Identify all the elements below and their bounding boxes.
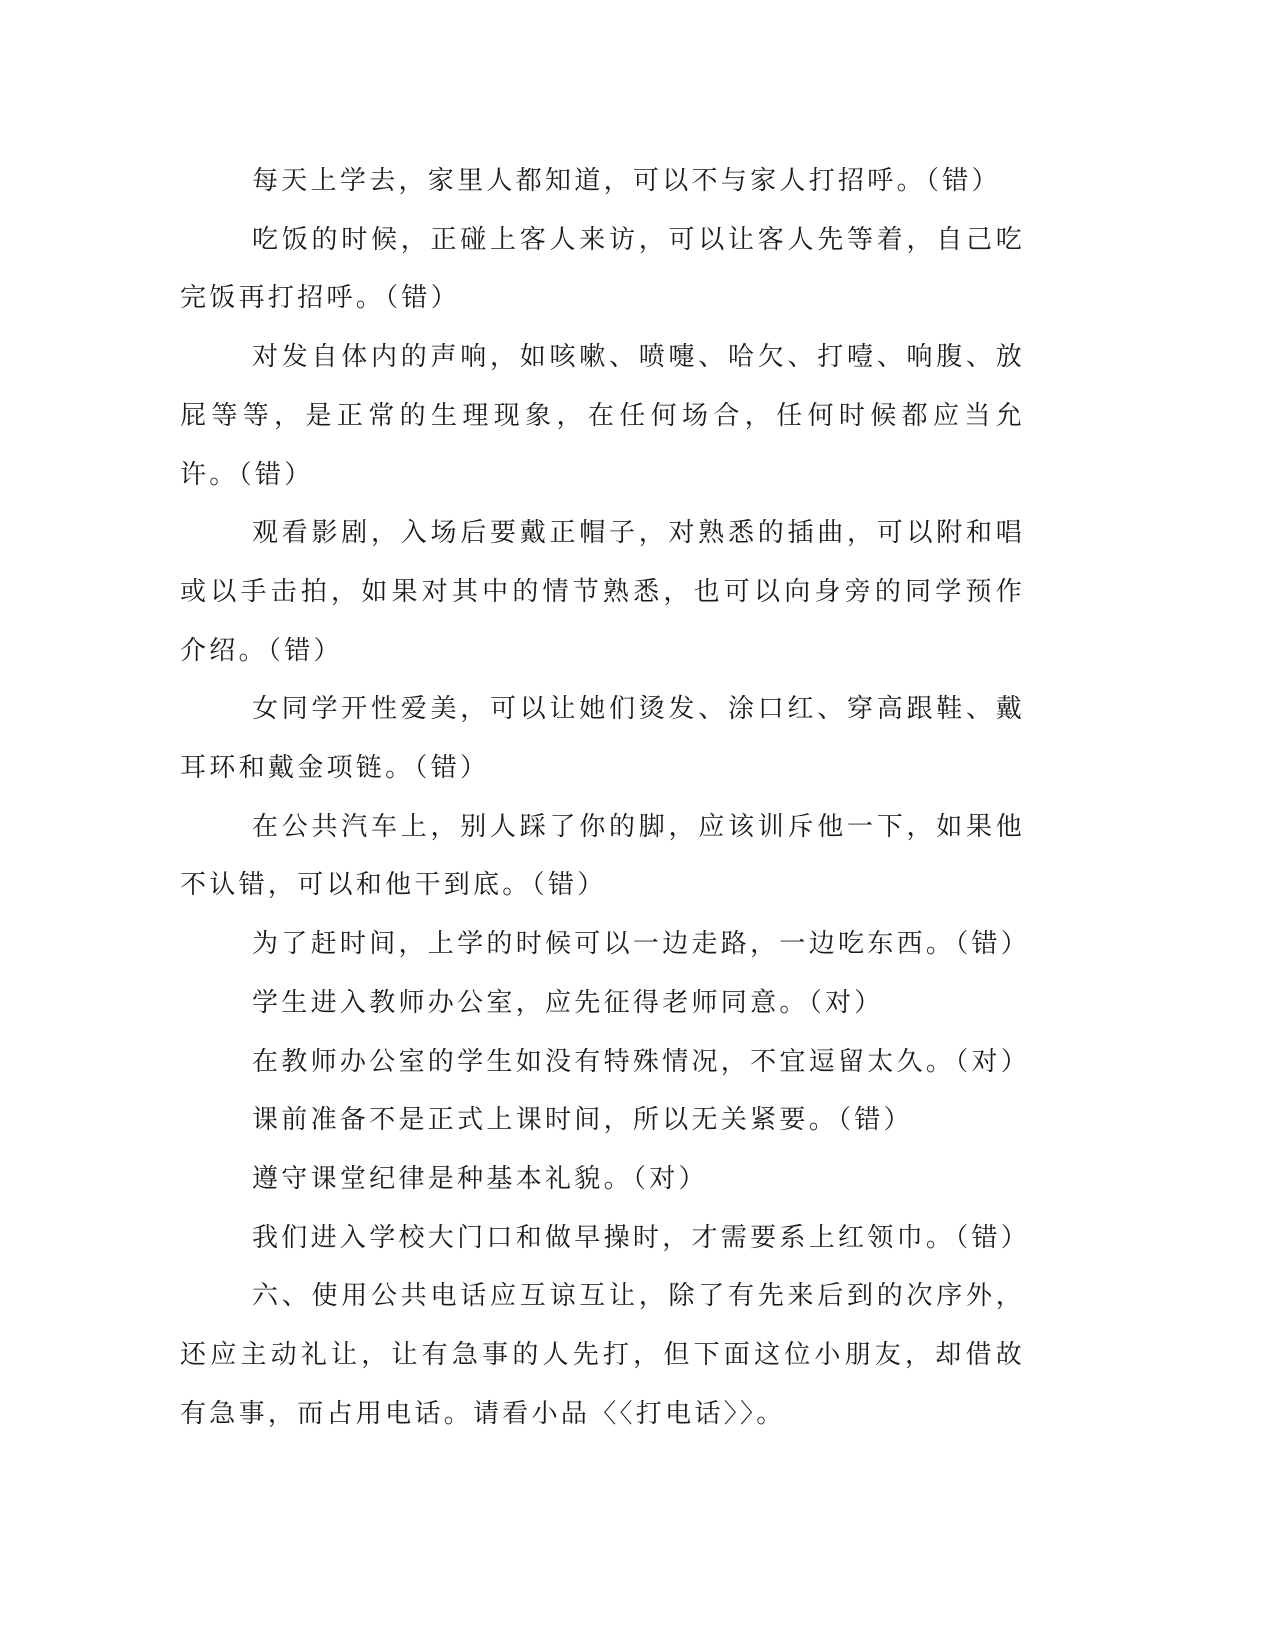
paragraph: 在教师办公室的学生如没有特殊情况，不宜逗留太久。（对） [252,1046,1031,1077]
paragraph: 遵守课堂纪律是种基本礼貌。（对） [252,1163,708,1194]
paragraph: 六、使用公共电话应互谅互让，除了有先来后到的次序外，还应主动礼让，让有急事的人先打，但下面这位小朋友，却借故有急事，而占用电话。请看小品〈〈打电话〉〉。 [180,1281,1025,1429]
paragraph: 为了赶时间，上学的时候可以一边走路，一边吃东西。（错） [252,929,1031,960]
paragraph: 我们进入学校大门口和做早操时，才需要系上红领巾。（错） [252,1222,1031,1253]
paragraph: 吃饭的时候，正碰上客人来访，可以让客人先等着，自己吃完饭再打招呼。（错） [180,224,1025,314]
document-body [180,152,1031,1443]
paragraph: 对发自体内的声响，如咳嗽、喷嚏、哈欠、打噎、响腹、放屁等等，是正常的生理现象，在任何场合，任何时候都应当允许。（错） [180,342,1025,490]
paragraph: 观看影剧，入场后要戴正帽子，对熟悉的插曲，可以附和唱或以手击拍，如果对其中的情节熟悉，也可以向身旁的同学预作介绍。（错） [180,518,1025,666]
paragraph: 课前准备不是正式上课时间，所以无关紧要。（错） [252,1105,913,1136]
paragraph: 学生进入教师办公室，应先征得老师同意。（对） [252,987,884,1018]
paragraph: 女同学开性爱美，可以让她们烫发、涂口红、穿高跟鞋、戴耳环和戴金项链。（错） [180,694,1025,784]
paragraph: 每天上学去，家里人都知道，可以不与家人打招呼。（错） [252,166,1001,196]
paragraph: 在公共汽车上，别人踩了你的脚，应该训斥他一下，如果他不认错，可以和他干到底。（错） [180,811,1025,901]
